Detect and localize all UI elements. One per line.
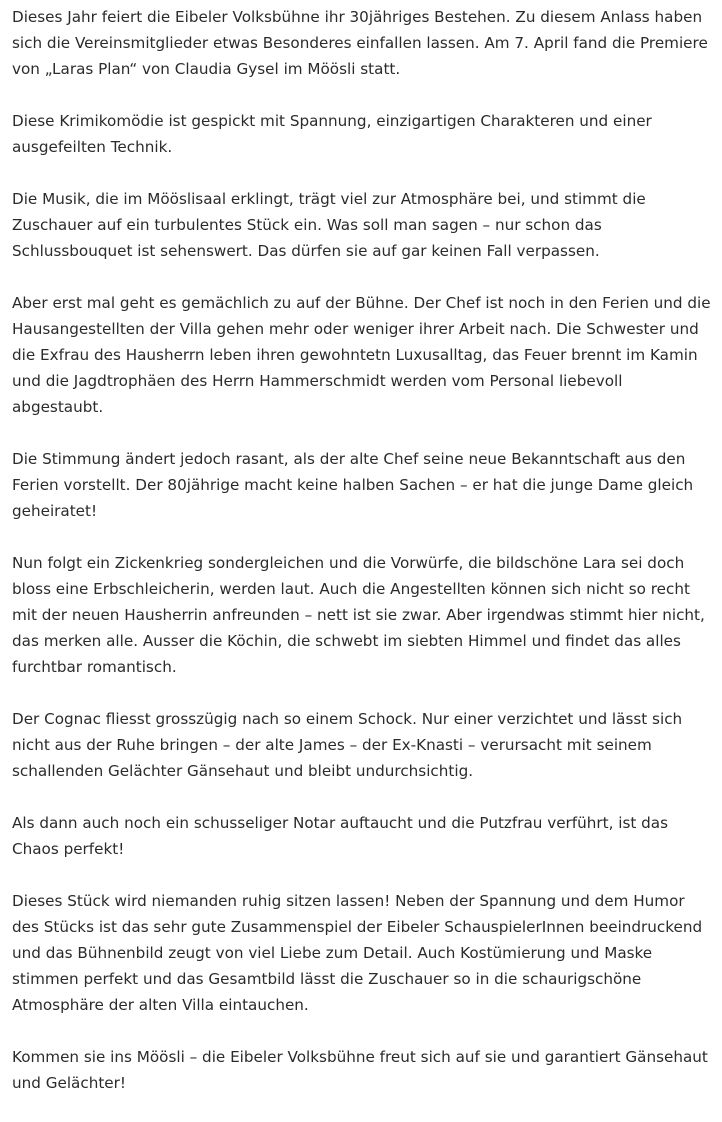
article-body	[12, 4, 712, 1122]
paragraph-chaos: Als dann auch noch ein schusseliger Notar auftaucht und die Putzfrau verführt, ist das Chaos perfekt!	[12, 814, 669, 858]
paragraph-review: Dieses Stück wird niemanden ruhig sitzen lassen! Neben der Spannung und dem Humor des Stücks ist das sehr gute Zusammenspiel der Eibeler SchauspielerInnen beeindruckend und das Bühnenbild zeugt von viel Liebe zum Detail. Auch Kostümierung und Maske stimmen perfekt und das Gesamtbild lässt die Zuschauer so in die schaurigschöne Atmosphäre der alten Villa eintauchen.	[12, 892, 703, 1014]
paragraph-conflict: Nun folgt ein Zickenkrieg sondergleichen und die Vorwürfe, die bildschöne Lara sei doch bloss eine Erbschleicherin, werden laut. Auch die Angestellten können sich nicht so recht mit der neuen Hausherrin anfreunden – nett ist sie zwar. Aber irgendwas stimmt hier nicht, das merken alle. Ausser die Köchin, die schwebt im siebten Himmel und findet das alles furchtbar romantisch.	[12, 554, 705, 676]
paragraph-mood-change: Die Stimmung ändert jedoch rasant, als der alte Chef seine neue Bekanntschaft aus den Ferien vorstellt. Der 80jährige macht keine halben Sachen – er hat die junge Dame gleich geheiratet!	[12, 450, 694, 520]
paragraph-invitation: Kommen sie ins Möösli – die Eibeler Volksbühne freut sich auf sie und garantiert Gänsehaut und Gelächter!	[12, 1048, 708, 1092]
paragraph-opening-scene: Aber erst mal geht es gemächlich zu auf der Bühne. Der Chef ist noch in den Ferien und die Hausangestellten der Villa gehen mehr oder weniger ihrer Arbeit nach. Die Schwester und die Exfrau des Hausherrn leben ihren gewohntetn Luxusalltag, das Feuer brennt im Kamin und die Jagdtrophäen des Herrn Hammerschmidt werden vom Personal liebevoll abgestaubt.	[12, 294, 711, 416]
paragraph-intro: Dieses Jahr feiert die Eibeler Volksbühne ihr 30jähriges Bestehen. Zu diesem Anlass haben sich die Vereinsmitglieder etwas Besonderes einfallen lassen. Am 7. April fand die Premiere von „Laras Plan“ von Claudia Gysel im Möösli statt.	[12, 8, 708, 78]
paragraph-cognac: Der Cognac fliesst grosszügig nach so einem Schock. Nur einer verzichtet und lässt sich nicht aus der Ruhe bringen – der alte James – der Ex-Knasti – verursacht mit seinem schallenden Gelächter Gänsehaut und bleibt undurchsichtig.	[12, 710, 683, 780]
paragraph-music: Die Musik, die im Mööslisaal erklingt, trägt viel zur Atmosphäre bei, und stimmt die Zuschauer auf ein turbulentes Stück ein. Was soll man sagen – nur schon das Schlussbouquet ist sehenswert. Das dürfen sie auf gar keinen Fall verpassen.	[12, 190, 646, 260]
paragraph-genre: Diese Krimikomödie ist gespickt mit Spannung, einzigartigen Charakteren und einer ausgefeilten Technik.	[12, 112, 652, 156]
